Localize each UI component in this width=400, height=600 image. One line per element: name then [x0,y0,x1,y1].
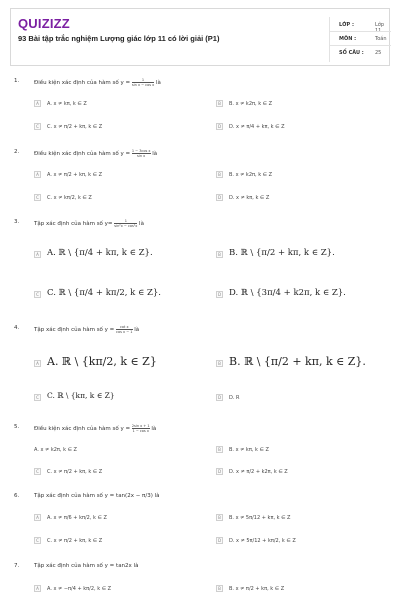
option-text: D. ℝ \ {3π/4 + k2π, k ∈ Z}. [229,288,346,298]
option-letter-box: A [34,251,41,258]
meta-label: SỐ CÂU : [339,50,364,56]
question-text [34,149,157,158]
meta-value: Lớp 11 [375,22,385,34]
question-stem: Điều kiện xác định của hàm số y = [34,426,131,432]
option-letter-box: B [216,585,223,592]
option-text: B. x ≠ 5π/12 + kπ, k ∈ Z [229,515,291,521]
option-text: A. x ≠ kπ, k ∈ Z [47,101,87,107]
option-letter-box: A [34,171,41,178]
option-text: B. x ≠ kπ, k ∈ Z [229,447,269,453]
option-letter-box: B [216,251,223,258]
fraction-numerator: cot x [119,325,129,329]
fraction [132,78,154,87]
fraction-denominator: sin x [132,153,151,158]
option-text: A. ℝ \ {π/4 + kπ, k ∈ Z}. [47,248,153,258]
option-letter-box: A [34,100,41,107]
quizizz-logo: QUIZIZZ [18,16,70,31]
fraction-numerator: 1 − 3cos x [131,149,151,153]
question-number: 6. [14,493,20,499]
question-number: 2. [14,149,20,155]
option-letter-box: D [217,538,222,543]
option-text: B. x ≠ k2π, k ∈ Z [229,101,273,107]
option-letter-box: C [34,194,41,201]
question-suffix: là [149,426,157,432]
option-text: B. x ≠ π/2 + kπ, k ∈ Z [229,586,285,592]
question-suffix: là [132,327,140,333]
option-letter-box: C [34,291,41,298]
option-letter-box: B [216,360,223,367]
meta-row-count [329,46,391,60]
question-text [34,493,160,499]
fraction-numerator: 1 [141,78,145,82]
meta-row-subject [329,32,391,46]
question-stem: Tập xác định của hàm số y = [34,327,115,333]
question-suffix: là [137,221,144,227]
question-suffix: là [150,151,158,157]
fraction [132,424,150,433]
fraction [116,325,132,334]
option-text: B. ℝ \ {π/2 + kπ, k ∈ Z}. [229,248,335,258]
option-letter-box: D [217,124,222,129]
option-text: C. x ≠ π/2 + kπ, k ∈ Z [47,538,103,544]
option-letter-box: B [216,171,223,178]
document-header [10,8,390,66]
option-text: A. x ≠ k2π, k ∈ Z [34,447,77,453]
question-text [34,325,139,334]
option-text: C. ℝ \ {π/4 + kπ/2, k ∈ Z}. [47,288,162,298]
option-text: B. x ≠ k2π, k ∈ Z [229,172,273,178]
question-number: 4. [14,325,20,331]
question-number: 1. [14,78,20,84]
question-stem: Tập xác định của hàm số y = tan(2x − π/3) là [34,493,160,499]
question-text [34,219,144,228]
option-letter-box: B [216,514,223,521]
fraction-denominator: sin x − cos x [131,83,155,87]
question-number: 7. [14,563,20,569]
question-number: 3. [14,219,20,225]
fraction-denominator: cos x − 1 [116,330,133,334]
option-text: D. x ≠ π/2 + k2π, k ∈ Z [229,469,288,475]
option-text: A. x ≠ π/2 + kπ, k ∈ Z [47,172,103,178]
fraction-numerator: 1 [124,219,127,223]
question-stem: Điều kiện xác định của hàm số y = [34,80,131,86]
option-text: D. x ≠ π/4 + kπ, k ∈ Z [229,124,285,130]
document-title: 93 Bài tập trắc nghiệm Lượng giác lớp 11 có lời giải (P1) [18,34,220,43]
option-text: D. x ≠ kπ, k ∈ Z [229,195,270,201]
question-text [34,563,138,569]
question-text [34,78,161,87]
question-suffix: là [154,80,161,86]
question-stem: Điều kiện xác định của hàm số y = [34,151,131,157]
question-number: 5. [14,424,20,430]
meta-row-class [329,18,391,32]
option-letter-box: C [34,537,41,544]
option-letter-box: D [217,469,222,474]
option-text: B. ℝ \ {π/2 + kπ, k ∈ Z}. [229,355,366,368]
fraction-denominator: sin²x − cos²x [114,224,138,228]
option-letter-box: C [34,468,41,475]
option-text: C. x ≠ π/2 + kπ, k ∈ Z [47,469,103,475]
question-stem: Tập xác định của hàm số y = tan2x là [34,563,139,569]
question-text [34,424,156,433]
meta-label: MÔN : [339,36,357,42]
option-text: D. R [229,395,240,401]
meta-value: 25 [375,50,382,56]
option-text: D. x ≠ 5π/12 + kπ/2, k ∈ Z [229,538,296,544]
fraction [132,149,151,158]
option-text: A. x ≠ −π/4 + kπ/2, k ∈ Z [47,586,112,592]
option-text: C. x ≠ π/2 + kπ, k ∈ Z [47,124,103,130]
meta-label: LỚP : [339,22,354,28]
option-letter-box: B [216,446,223,453]
question-stem: Tập xác định của hàm số y= [34,221,113,227]
option-letter-box: C [34,123,41,130]
fraction [114,219,137,228]
option-letter-box: B [216,100,223,107]
option-letter-box: D [217,395,222,400]
fraction-numerator: 2sin x + 1 [131,424,150,428]
option-letter-box: D [217,195,222,200]
fraction-denominator: 1 − cos x [132,429,149,433]
option-text: A. ℝ \ {kπ/2, k ∈ Z} [47,355,157,368]
meta-value: Toán [375,36,387,42]
option-letter-box: A [34,514,41,521]
option-letter-box: A [34,360,41,367]
option-letter-box: A [34,585,41,592]
option-letter-box: D [217,292,222,297]
option-text: A. x ≠ π/6 + kπ/2, k ∈ Z [47,515,107,521]
option-text: C. ℝ \ {kπ, k ∈ Z} [47,391,115,400]
option-text: C. x ≠ kπ/2, k ∈ Z [47,195,92,201]
option-letter-box: C [34,394,41,401]
